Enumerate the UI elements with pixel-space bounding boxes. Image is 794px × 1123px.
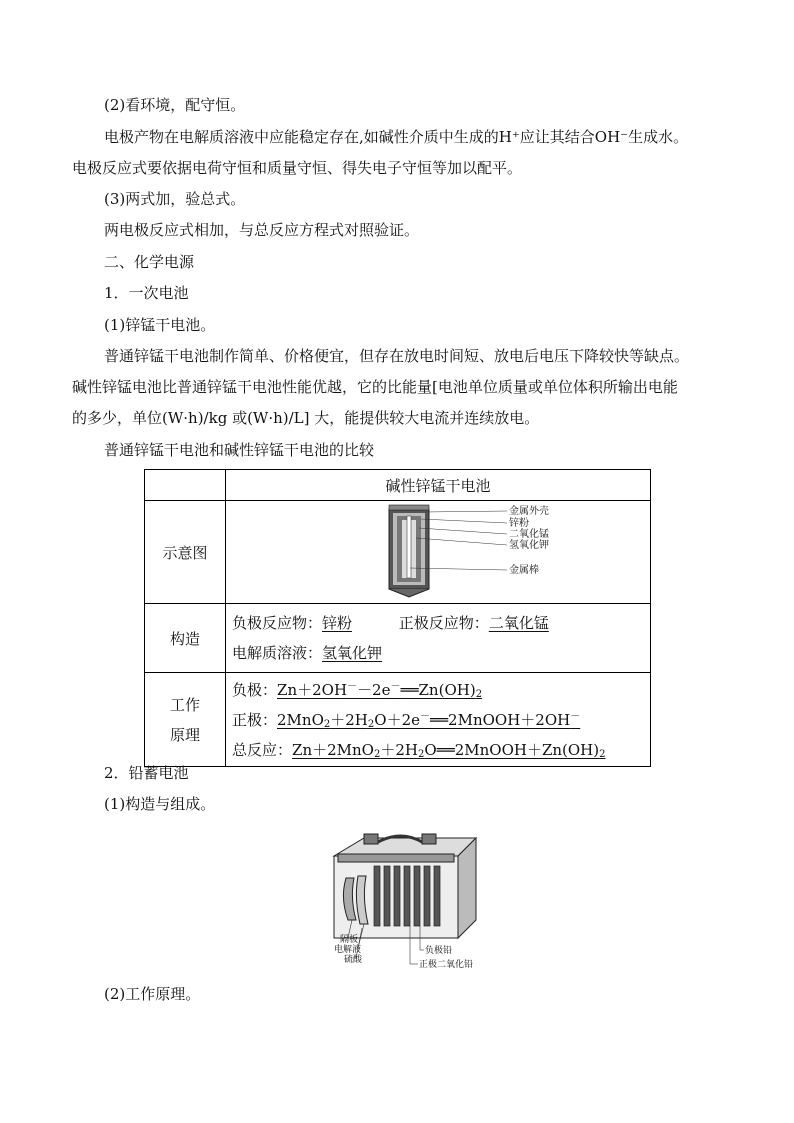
structure-cell xyxy=(226,604,651,673)
positive-electrode-line xyxy=(232,705,644,735)
negative-reactant-value: 锌粉 xyxy=(322,614,353,632)
positive-electrode-label: 正极： xyxy=(232,710,278,729)
row-label-principle-a: 工作 xyxy=(169,695,200,714)
paragraph-verify: 两电极反应式相加，与总反应方程式对照验证。 xyxy=(104,221,420,239)
total-reaction-line xyxy=(232,735,644,765)
comparison-table xyxy=(144,469,651,767)
table-header-alkaline: 碱性锌锰干电池 xyxy=(226,470,651,501)
positive-electrode-equation: $2MnO_2+2H_2O+2e^-══2MnOOH+2OH^-$ xyxy=(277,710,581,730)
subsection-lead-acid: 2．铅蓄电池 xyxy=(104,764,189,782)
paragraph-alkaline-cell: 碱性锌锰电池比普通锌锰干电池性能优越，它的比能量[电池单位质量或单位体积所输出电能 xyxy=(72,378,678,396)
label-positive-pbo2: 正极二氧化铅 xyxy=(419,960,474,970)
paragraph-step3: (3)两式加，验总式。 xyxy=(104,190,246,208)
label-metal-rod: 金属棒 xyxy=(509,565,539,576)
principle-cell xyxy=(226,673,651,767)
subheading-working-principle: (2)工作原理。 xyxy=(104,985,201,1003)
label-metal-shell: 金属外壳 xyxy=(509,506,549,517)
table-header-empty xyxy=(145,470,226,501)
label-koh: 氢氧化钾 xyxy=(509,540,549,551)
structure-line-2 xyxy=(232,638,644,668)
row-label-principle xyxy=(145,673,226,767)
row-label-diagram: 示意图 xyxy=(145,501,226,604)
total-reaction-equation: $Zn+2MnO_2+2H_2O══2MnOOH+Zn(OH)_2$ xyxy=(292,740,606,760)
alkaline-cell-diagram-cell xyxy=(226,501,651,604)
label-mno2: 二氧化锰 xyxy=(509,529,549,540)
negative-electrode-equation: $Zn+2OH^--2e^-══Zn(OH)_2$ xyxy=(277,680,483,700)
paragraph-stable-products: 电极产物在电解质溶液中应能稳定存在,如碱性介质中生成的H⁺应让其结合OH⁻生成水。 xyxy=(104,128,689,146)
subheading-structure: (1)构造与组成。 xyxy=(104,795,216,813)
paragraph-step2: (2)看环境，配守恒。 xyxy=(104,96,246,114)
table-caption: 普通锌锰干电池和碱性锌锰干电池的比较 xyxy=(104,441,375,459)
table-header-row xyxy=(145,470,651,501)
subsection-primary-battery: 1．一次电池 xyxy=(104,284,189,302)
electrolyte-label: 电解质溶液： xyxy=(232,644,323,662)
label-negative-lead: 负极铅 xyxy=(425,946,453,956)
table-row-structure xyxy=(145,604,651,673)
lead-acid-battery-diagram xyxy=(326,828,486,974)
subheading-zinc-manganese: (1)锌锰干电池。 xyxy=(104,316,216,334)
paragraph-balance: 电极反应式要依据电荷守恒和质量守恒、得失电子守恒等加以配平。 xyxy=(72,159,523,177)
section-heading: 二、化学电源 xyxy=(104,253,195,271)
alkaline-cell-diagram xyxy=(226,502,651,602)
paragraph-alkaline-cell-cont: 的多少，单位(W·h)/kg 或(W·h)/L] 大，能提供较大电流并连续放电。 xyxy=(72,409,540,427)
label-electrolyte: 电解液 xyxy=(334,945,362,955)
positive-reactant-value: 二氧化锰 xyxy=(488,614,549,632)
lead-battery-body xyxy=(334,834,476,938)
structure-line-1 xyxy=(232,608,644,638)
electrolyte-value: 氢氧化钾 xyxy=(322,644,383,662)
negative-reactant-label: 负极反应物： xyxy=(232,614,323,632)
table-row-diagram xyxy=(145,501,651,604)
table-row-principle xyxy=(145,673,651,767)
row-label-structure: 构造 xyxy=(145,604,226,673)
negative-electrode-line xyxy=(232,675,644,705)
negative-electrode-label: 负极： xyxy=(232,680,278,699)
label-zinc-powder: 锌粉 xyxy=(509,518,529,529)
row-label-principle-b: 原理 xyxy=(169,725,200,744)
label-separator: 隔板 xyxy=(340,935,359,945)
positive-reactant-label: 正极反应物： xyxy=(398,614,489,632)
total-reaction-label: 总反应： xyxy=(232,740,293,759)
label-sulfuric-acid: 硫酸 xyxy=(344,955,363,965)
paragraph-ordinary-cell: 普通锌锰干电池制作简单、价格便宜，但存在放电时间短、放电后电压下降较快等缺点。 xyxy=(104,347,690,365)
